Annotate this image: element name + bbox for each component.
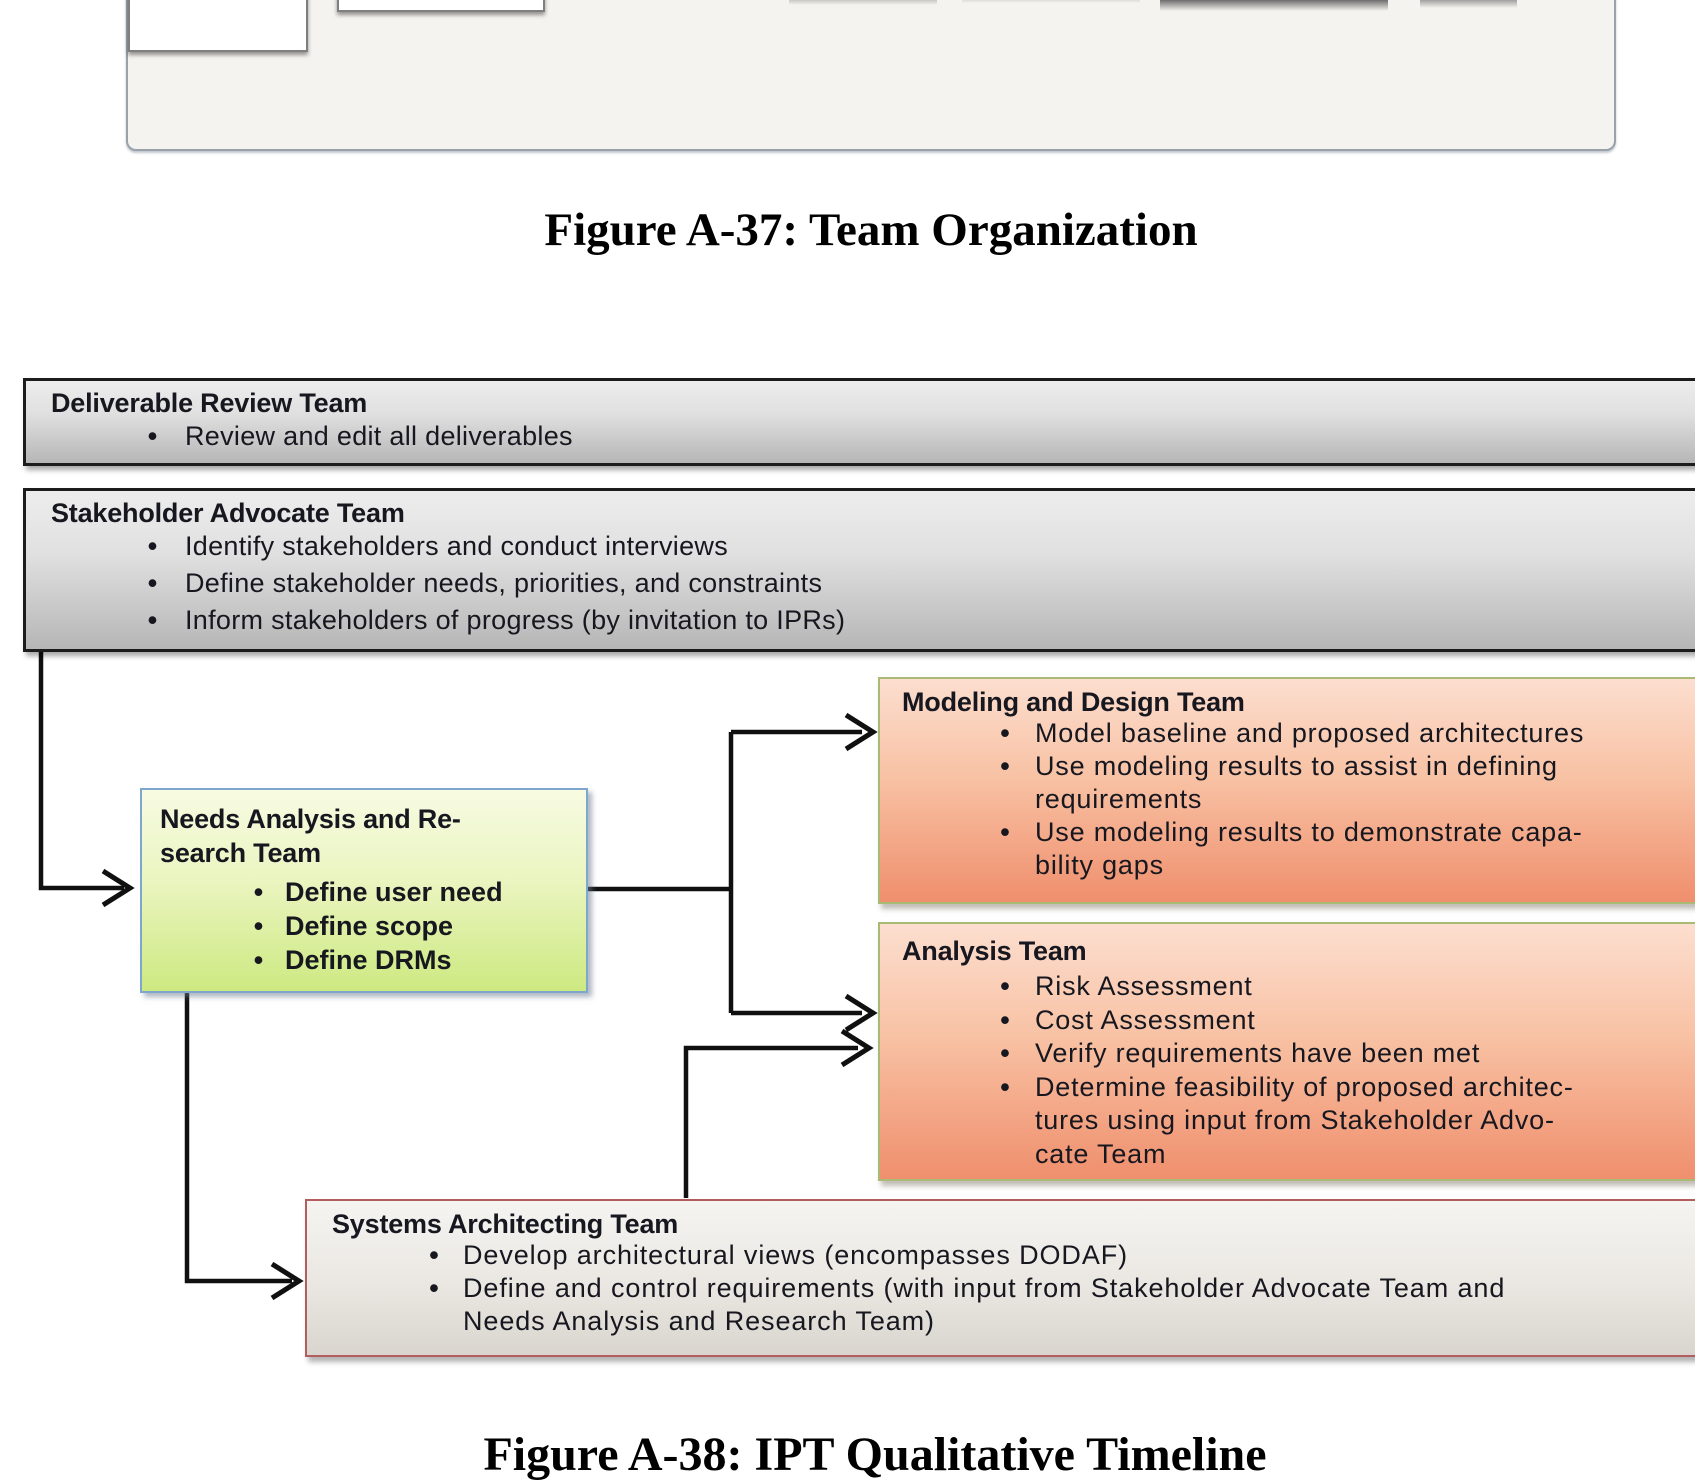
bullet-item [160, 909, 572, 943]
bullet-icon: • [1000, 817, 1010, 847]
bullet-item [332, 1239, 1695, 1272]
bullet-line: Verify requirements have been met [1035, 1038, 1481, 1068]
bullet-line: Risk Assessment [1035, 971, 1253, 1001]
team-box-deliverable-review [23, 378, 1695, 466]
team-box-needs-analysis-research [140, 788, 588, 993]
connector-needs-junction [588, 732, 731, 1013]
bullet-item [332, 1272, 1695, 1338]
bullet-line: Use modeling results to assist in defining [1035, 751, 1558, 781]
bullet-item [902, 717, 1695, 750]
bullet-line: Define user need [285, 877, 503, 907]
bullet-line: Needs Analysis and Research Team) [463, 1306, 935, 1336]
bullet-line: cate Team [1035, 1138, 1167, 1169]
bullet-icon: • [253, 945, 264, 975]
bullet-icon: • [147, 568, 158, 598]
bullet-icon: • [429, 1273, 439, 1303]
bullet-item [51, 602, 1695, 639]
box-title: Deliverable Review Team [51, 388, 368, 418]
bullet-line: Define and control requirements (with input from Stakeholder Advocate Team and [463, 1273, 1506, 1303]
bullet-item [51, 565, 1695, 602]
bullet-line: Inform stakeholders of progress (by invitation to IPRs) [185, 605, 846, 635]
bullet-icon: • [1000, 971, 1010, 1001]
bullet-line: Cost Assessment [1035, 1004, 1256, 1035]
bullet-line: Review and edit all deliverables [185, 421, 573, 451]
arrow-stakeholder-to-needs [41, 651, 130, 905]
box-title: Systems Architecting Team [332, 1209, 679, 1239]
bullet-icon: • [147, 421, 158, 451]
bullet-item [160, 943, 572, 977]
bullet-item [902, 816, 1695, 882]
arrow-systems-to-analysis [686, 1031, 869, 1198]
bullet-icon: • [1000, 1004, 1010, 1035]
bullet-line: Use modeling results to demonstrate capa- [1035, 817, 1583, 847]
bullet-item [902, 970, 1695, 1004]
box-title: Stakeholder Advocate Team [51, 498, 405, 528]
bullet-line: Develop architectural views (encompasses DODAF) [463, 1240, 1129, 1270]
bullet-item [902, 1071, 1695, 1172]
bullet-icon: • [147, 605, 158, 635]
bullet-item [51, 528, 1695, 565]
team-box-stakeholder-advocate [23, 488, 1695, 652]
bullet-line: Define scope [285, 911, 454, 941]
team-box-analysis [878, 922, 1695, 1181]
arrow-needs-to-modeling [731, 715, 873, 749]
team-box-modeling-design [878, 677, 1695, 904]
bullet-icon: • [253, 877, 264, 907]
bullet-line: tures using input from Stakeholder Advo- [1035, 1105, 1555, 1135]
bullet-icon: • [147, 531, 158, 561]
bullet-line: Model baseline and proposed architectures [1035, 718, 1585, 748]
box-title-line: Needs Analysis and Re- [160, 804, 461, 834]
figure-a37-caption: Figure A-37: Team Organization [544, 204, 1198, 256]
bullet-line: Determine feasibility of proposed architec- [1035, 1071, 1574, 1102]
box-title-line: search Team [160, 838, 321, 868]
team-box-systems-architecting [305, 1199, 1695, 1357]
arrow-needs-to-systems [187, 993, 299, 1298]
bullet-item [51, 418, 1695, 454]
box-title: Modeling and Design Team [902, 687, 1245, 717]
bullet-icon: • [1000, 1071, 1010, 1102]
bullet-line: bility gaps [1035, 850, 1164, 880]
bullet-icon: • [429, 1240, 439, 1270]
box-title [160, 802, 572, 870]
bullet-icon: • [1000, 718, 1010, 748]
bullet-line: Define DRMs [285, 945, 452, 975]
figure-a38-caption: Figure A-38: IPT Qualitative Timeline [483, 1428, 1267, 1481]
arrow-needs-to-analysis [731, 996, 873, 1030]
bullet-line: Define stakeholder needs, priorities, and constraints [185, 568, 823, 598]
bullet-icon: • [1000, 751, 1010, 781]
bullet-item [902, 750, 1695, 816]
bullet-line: requirements [1035, 784, 1203, 814]
bullet-item [902, 1004, 1695, 1038]
bullet-icon: • [1000, 1038, 1010, 1068]
bullet-item [160, 875, 572, 909]
bullet-item [902, 1037, 1695, 1071]
box-title: Analysis Team [902, 936, 1087, 966]
bullet-icon: • [253, 911, 264, 941]
bullet-line: Identify stakeholders and conduct interviews [185, 531, 728, 561]
